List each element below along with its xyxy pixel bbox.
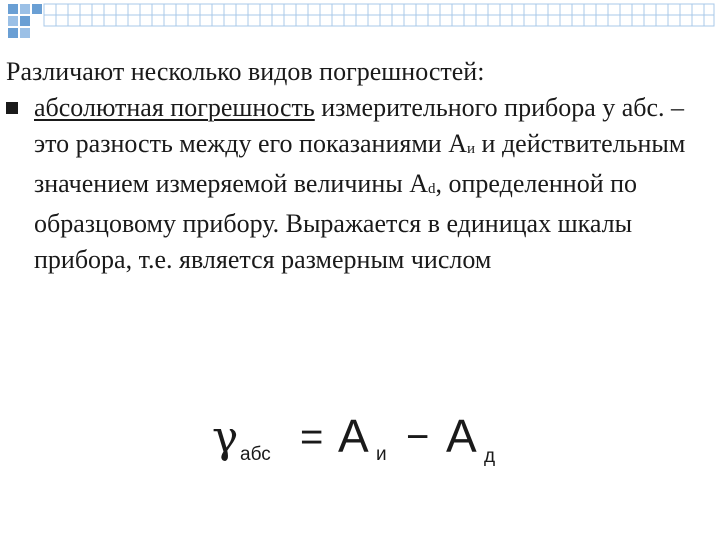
slide-content <box>6 54 718 278</box>
formula-a1: А <box>338 410 369 462</box>
subscript: и <box>467 141 476 157</box>
bullet-text: измерительного прибора у абс. – это разность между его показаниями А <box>34 93 685 158</box>
deco-grid <box>44 4 714 26</box>
deco-square <box>20 16 30 26</box>
formula-a1-subscript: и <box>376 444 387 465</box>
deco-square <box>20 28 30 38</box>
bullet-item <box>6 90 718 278</box>
formula <box>210 402 510 482</box>
deco-square <box>8 28 18 38</box>
deco-square <box>8 4 18 14</box>
deco-square <box>8 16 18 26</box>
deco-square <box>20 4 30 14</box>
formula-equals: = <box>300 415 324 459</box>
formula-gamma: γ <box>212 412 239 463</box>
square-bullet-icon <box>6 102 18 114</box>
formula-a2-subscript: д <box>484 446 496 467</box>
bullet-term: абсолютная погрешность <box>34 93 315 122</box>
bullet-text: , определенной по образцовому прибору. Выражается в единицах шкалы прибора, т.е. является размерным числом <box>34 169 638 274</box>
deco-square <box>32 4 42 14</box>
formula-gamma-subscript: абс <box>240 444 271 465</box>
slide-decoration <box>0 0 720 60</box>
intro-text: Различают несколько видов погрешностей: <box>6 57 485 86</box>
subscript: d <box>428 181 436 197</box>
formula-a2: А <box>446 410 477 462</box>
formula-minus: − <box>406 415 430 459</box>
bullet-text: и действительным значением измеряемой величины А <box>34 129 686 198</box>
